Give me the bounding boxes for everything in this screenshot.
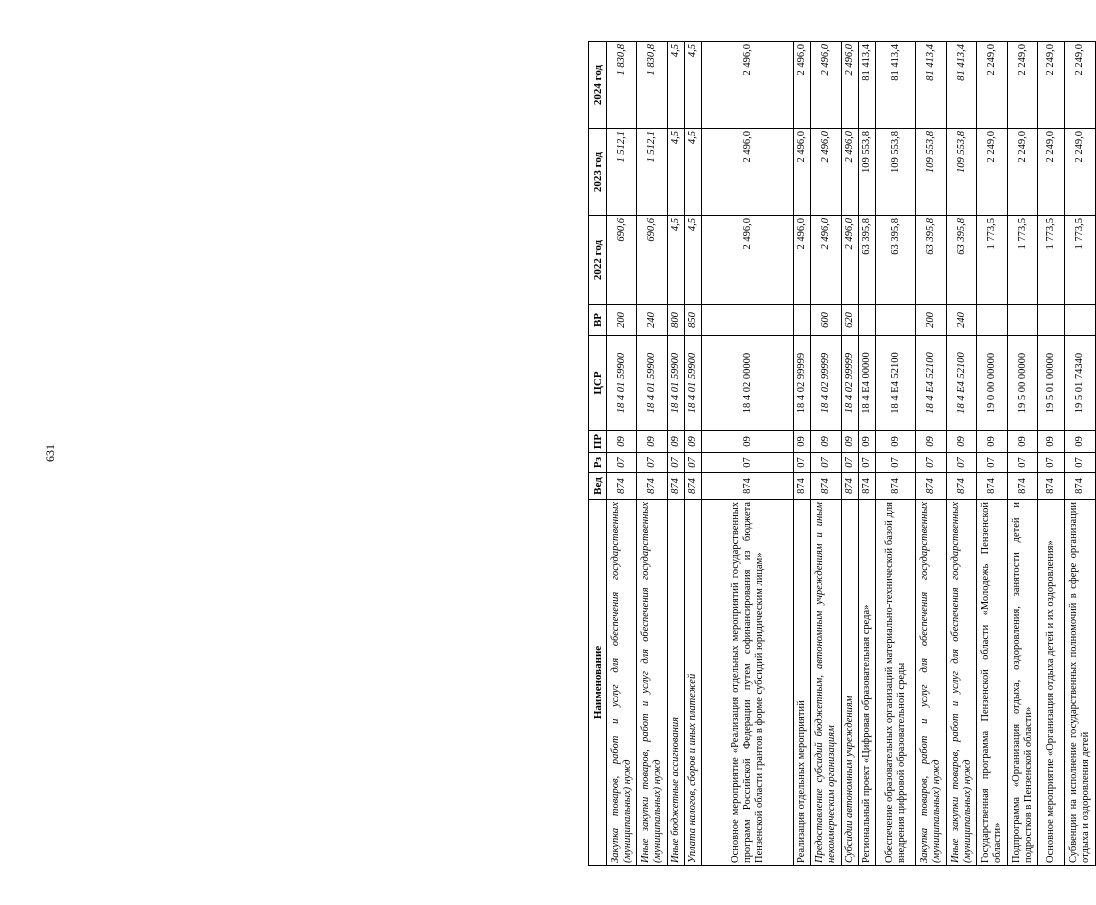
row-value-2022: 2 496,0 [841,216,858,305]
row-rz: 07 [946,453,976,473]
row-value-2023: 4,5 [667,129,684,216]
row-value-2022: 1 773,5 [1007,216,1037,305]
row-vr: 850 [684,305,701,336]
row-csr: 18 4 02 99999 [811,336,841,431]
row-pr: 09 [875,431,916,453]
row-ved: 874 [946,473,976,500]
row-value-2023: 4,5 [684,129,701,216]
table-row [858,42,875,866]
row-csr: 19 5 01 74340 [1065,336,1096,431]
table-row [607,42,637,866]
row-value-2024: 2 496,0 [794,42,811,129]
row-ved: 874 [701,473,794,500]
row-csr: 18 4 E4 00000 [858,336,875,431]
row-value-2024: 81 413,4 [946,42,976,129]
row-value-2023: 109 553,8 [946,129,976,216]
row-name: Основное мероприятие «Реализация отдельных мероприятий государственных программ Российской Федерации путем софинансирования из бюджета Пензенской области грантов в форме субсидий юридическим лицам» [701,500,794,866]
row-vr: 600 [811,305,841,336]
row-csr: 18 4 E4 52100 [916,336,946,431]
row-csr: 18 4 02 99999 [841,336,858,431]
table-row [637,42,667,866]
row-csr: 18 4 E4 52100 [946,336,976,431]
row-value-2023: 2 496,0 [841,129,858,216]
row-vr [794,305,811,336]
row-value-2022: 63 395,8 [916,216,946,305]
row-value-2022: 1 773,5 [1065,216,1096,305]
row-name: Закупка товаров, работ и услуг для обеспечения государственных (муниципальных) нужд [916,500,946,866]
row-value-2024: 1 830,8 [637,42,667,129]
row-value-2023: 1 512,1 [607,129,637,216]
table-body [607,42,1096,866]
row-ved: 874 [841,473,858,500]
row-value-2023: 2 249,0 [1007,129,1037,216]
row-value-2023: 2 249,0 [1038,129,1065,216]
row-csr: 18 4 02 99999 [794,336,811,431]
row-value-2022: 63 395,8 [875,216,916,305]
row-vr: 240 [946,305,976,336]
row-csr: 18 4 01 59900 [684,336,701,431]
row-value-2024: 2 249,0 [1038,42,1065,129]
row-ved: 874 [684,473,701,500]
row-value-2022: 690,6 [607,216,637,305]
row-value-2023: 2 249,0 [1065,129,1096,216]
row-rz: 07 [684,453,701,473]
rotated-table-frame [588,42,1096,866]
row-value-2024: 2 249,0 [1007,42,1037,129]
row-vr: 800 [667,305,684,336]
row-value-2022: 4,5 [684,216,701,305]
row-csr: 19 5 01 00000 [1038,336,1065,431]
row-name: Субсидии автономным учреждениям [841,500,858,866]
row-rz: 07 [701,453,794,473]
row-value-2022: 63 395,8 [858,216,875,305]
row-pr: 09 [946,431,976,453]
row-name: Уплата налогов, сборов и иных платежей [684,500,701,866]
header-ved: Вед [589,473,607,500]
row-value-2024: 2 249,0 [977,42,1007,129]
row-value-2024: 2 496,0 [701,42,794,129]
header-rz: Рз [589,453,607,473]
row-value-2024: 81 413,4 [916,42,946,129]
row-value-2024: 4,5 [684,42,701,129]
table-row [1007,42,1037,866]
row-rz: 07 [637,453,667,473]
row-vr [1038,305,1065,336]
row-ved: 874 [1007,473,1037,500]
row-vr [875,305,916,336]
row-rz: 07 [858,453,875,473]
row-value-2022: 63 395,8 [946,216,976,305]
table-row [794,42,811,866]
header-pr: ПР [589,431,607,453]
row-csr: 19 0 00 00000 [977,336,1007,431]
header-csr: ЦСР [589,336,607,431]
row-value-2022: 4,5 [667,216,684,305]
row-vr [701,305,794,336]
row-name: Региональный проект «Цифровая образовательная среда» [858,500,875,866]
row-pr: 09 [607,431,637,453]
row-ved: 874 [977,473,1007,500]
row-name: Иные бюджетные ассигнования [667,500,684,866]
row-pr: 09 [1038,431,1065,453]
row-rz: 07 [1038,453,1065,473]
row-value-2024: 1 830,8 [607,42,637,129]
row-value-2023: 1 512,1 [637,129,667,216]
table-row [811,42,841,866]
row-ved: 874 [1065,473,1096,500]
row-ved: 874 [637,473,667,500]
row-rz: 07 [977,453,1007,473]
row-pr: 09 [916,431,946,453]
table-header-row [589,42,607,866]
row-rz: 07 [607,453,637,473]
row-value-2022: 690,6 [637,216,667,305]
row-value-2022: 1 773,5 [977,216,1007,305]
row-vr [1065,305,1096,336]
row-pr: 09 [667,431,684,453]
table-row [916,42,946,866]
row-rz: 07 [1007,453,1037,473]
row-pr: 09 [1007,431,1037,453]
row-pr: 09 [794,431,811,453]
header-2023: 2023 год [589,129,607,216]
row-value-2022: 2 496,0 [701,216,794,305]
row-value-2024: 81 413,4 [875,42,916,129]
row-value-2023: 2 249,0 [977,129,1007,216]
row-vr: 240 [637,305,667,336]
header-2022: 2022 год [589,216,607,305]
row-ved: 874 [916,473,946,500]
row-name: Обеспечение образовательных организаций материально-технической базой для внедрения цифровой образовательной среды [875,500,916,866]
row-vr [1007,305,1037,336]
row-rz: 07 [875,453,916,473]
row-value-2023: 2 496,0 [794,129,811,216]
row-name: Предоставление субсидий бюджетным, автономным учреждениям и иным некоммерческим организациям [811,500,841,866]
header-2024: 2024 год [589,42,607,129]
row-name: Государственная программа Пензенской области «Молодежь Пензенской области» [977,500,1007,866]
row-pr: 09 [858,431,875,453]
row-rz: 07 [794,453,811,473]
row-vr: 200 [607,305,637,336]
row-pr: 09 [811,431,841,453]
row-vr [977,305,1007,336]
row-name: Подпрограмма «Организация отдыха, оздоровления, занятости детей и подростков в Пензенской области» [1007,500,1037,866]
row-csr: 18 4 01 59900 [637,336,667,431]
row-ved: 874 [1038,473,1065,500]
row-name: Иные закупки товаров, работ и услуг для обеспечения государственных (муниципальных) нужд [637,500,667,866]
table-row [667,42,684,866]
row-ved: 874 [794,473,811,500]
row-value-2023: 2 496,0 [811,129,841,216]
row-value-2023: 109 553,8 [858,129,875,216]
table-row [977,42,1007,866]
row-ved: 874 [811,473,841,500]
row-name: Закупка товаров, работ и услуг для обеспечения государственных (муниципальных) нужд [607,500,637,866]
row-pr: 09 [977,431,1007,453]
row-vr: 620 [841,305,858,336]
table-row [1065,42,1096,866]
row-value-2024: 2 249,0 [1065,42,1096,129]
table-row [684,42,701,866]
row-name: Иные закупки товаров, работ и услуг для обеспечения государственных (муниципальных) нужд [946,500,976,866]
row-value-2024: 2 496,0 [841,42,858,129]
table-row [875,42,916,866]
row-rz: 07 [1065,453,1096,473]
row-rz: 07 [811,453,841,473]
table-row [946,42,976,866]
row-value-2024: 2 496,0 [811,42,841,129]
row-pr: 09 [1065,431,1096,453]
row-pr: 09 [841,431,858,453]
row-ved: 874 [858,473,875,500]
row-value-2022: 2 496,0 [811,216,841,305]
row-csr: 18 4 E4 52100 [875,336,916,431]
budget-table [588,41,1096,866]
row-value-2023: 109 553,8 [875,129,916,216]
row-value-2024: 4,5 [667,42,684,129]
header-name: Наименование [589,500,607,866]
row-name: Субвенции на исполнение государственных полномочий в сфере организации отдыха и оздоровления детей [1065,500,1096,866]
row-value-2023: 2 496,0 [701,129,794,216]
table-row [1038,42,1065,866]
table-row [841,42,858,866]
table-row [701,42,794,866]
row-csr: 18 4 01 59900 [607,336,637,431]
row-value-2023: 109 553,8 [916,129,946,216]
row-ved: 874 [667,473,684,500]
row-name: Реализация отдельных мероприятий [794,500,811,866]
row-rz: 07 [667,453,684,473]
row-value-2022: 1 773,5 [1038,216,1065,305]
row-vr: 200 [916,305,946,336]
row-value-2022: 2 496,0 [794,216,811,305]
row-ved: 874 [607,473,637,500]
row-csr: 18 4 01 59900 [667,336,684,431]
row-pr: 09 [684,431,701,453]
row-csr: 19 5 00 00000 [1007,336,1037,431]
page-number: 631 [43,444,57,462]
row-ved: 874 [875,473,916,500]
row-vr [858,305,875,336]
row-csr: 18 4 02 00000 [701,336,794,431]
row-value-2024: 81 413,4 [858,42,875,129]
row-rz: 07 [916,453,946,473]
row-pr: 09 [637,431,667,453]
row-pr: 09 [701,431,794,453]
row-name: Основное мероприятие «Организация отдыха детей и их оздоровления» [1038,500,1065,866]
header-vr: ВР [589,305,607,336]
row-rz: 07 [841,453,858,473]
